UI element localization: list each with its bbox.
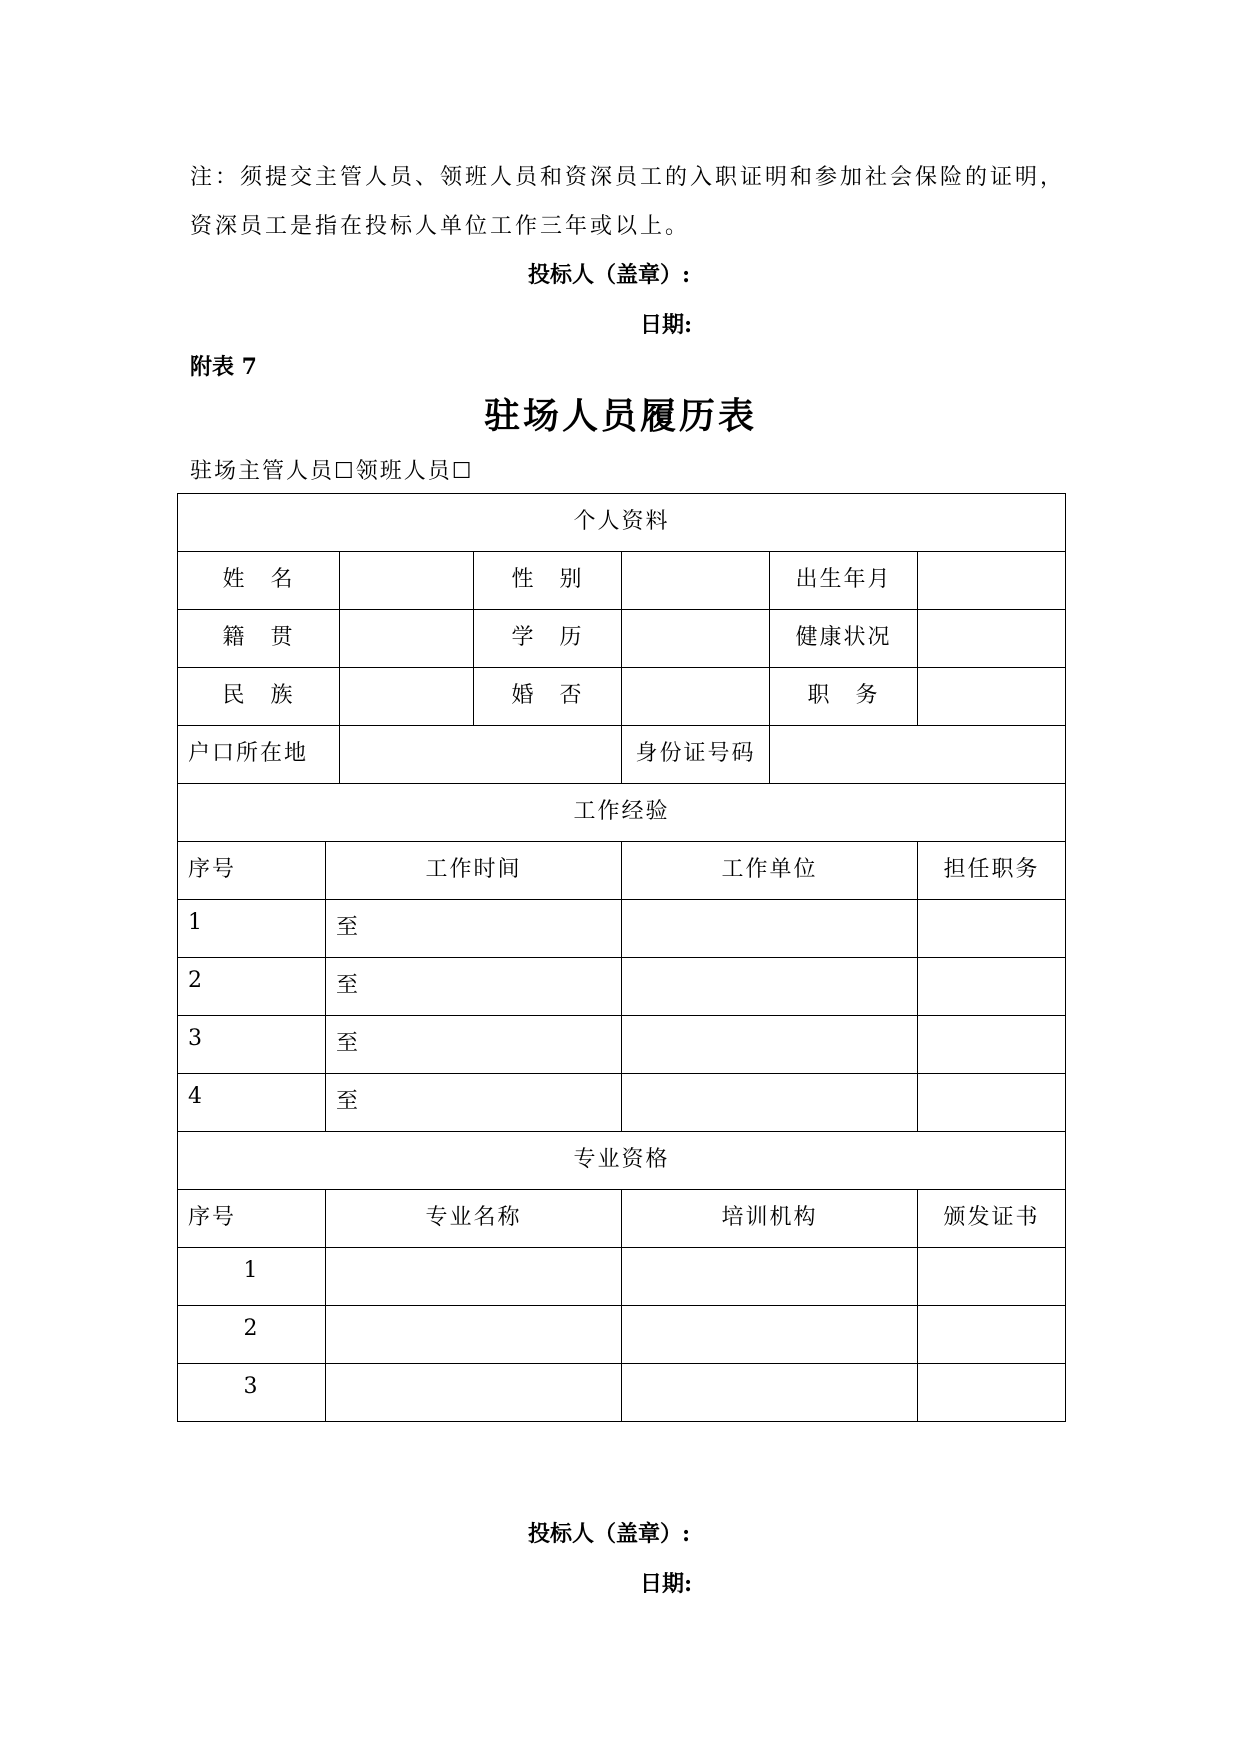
health-field[interactable]: [918, 610, 1066, 668]
qualification-header: 专业资格: [178, 1132, 1066, 1190]
table-row: [178, 1306, 1066, 1364]
qual-institution-field[interactable]: [622, 1364, 918, 1422]
work-row-no: 4: [178, 1074, 326, 1132]
position-label: 职 务: [770, 668, 918, 726]
work-period-field[interactable]: 至: [326, 900, 622, 958]
work-employer-field[interactable]: [622, 1016, 918, 1074]
id-number-label: 身份证号码: [622, 726, 770, 784]
work-col-employer: 工作单位: [622, 842, 918, 900]
work-experience-header: 工作经验: [178, 784, 1066, 842]
ethnicity-field[interactable]: [340, 668, 474, 726]
health-label: 健康状况: [770, 610, 918, 668]
work-role-field[interactable]: [918, 900, 1066, 958]
work-employer-field[interactable]: [622, 958, 918, 1016]
qual-certificate-field[interactable]: [918, 1364, 1066, 1422]
bidder-seal-label-bottom: 投标人（盖章）:: [528, 1521, 691, 1547]
page-title: 驻场人员履历表: [483, 395, 757, 437]
education-field[interactable]: [622, 610, 770, 668]
table-row: [178, 900, 1066, 958]
qual-certificate-field[interactable]: [918, 1248, 1066, 1306]
work-col-role: 担任职务: [918, 842, 1066, 900]
qual-institution-field[interactable]: [622, 1248, 918, 1306]
role-checkbox-line: 驻场主管人员☐领班人员☐: [190, 459, 474, 484]
native-place-label: 籍 贯: [178, 610, 340, 668]
table-row: [178, 958, 1066, 1016]
work-employer-field[interactable]: [622, 1074, 918, 1132]
table-row: [178, 1074, 1066, 1132]
work-role-field[interactable]: [918, 1074, 1066, 1132]
qual-col-certificate: 颁发证书: [918, 1190, 1066, 1248]
work-period-field[interactable]: 至: [326, 1074, 622, 1132]
work-period-field[interactable]: 至: [326, 1016, 622, 1074]
hukou-field[interactable]: [340, 726, 622, 784]
native-place-field[interactable]: [340, 610, 474, 668]
birth-field[interactable]: [918, 552, 1066, 610]
qual-row-no: 3: [178, 1364, 326, 1422]
qual-row-no: 2: [178, 1306, 326, 1364]
appendix-label: 附表 7: [190, 354, 257, 380]
table-row: [178, 1364, 1066, 1422]
personal-info-header: 个人资料: [178, 494, 1066, 552]
qual-col-institution: 培训机构: [622, 1190, 918, 1248]
note-line-2: 资深员工是指在投标人单位工作三年或以上。: [190, 214, 691, 239]
work-period-field[interactable]: 至: [326, 958, 622, 1016]
qual-col-major: 专业名称: [326, 1190, 622, 1248]
qual-row-no: 1: [178, 1248, 326, 1306]
marital-label: 婚 否: [474, 668, 622, 726]
work-role-field[interactable]: [918, 958, 1066, 1016]
work-employer-field[interactable]: [622, 900, 918, 958]
work-row-no: 2: [178, 958, 326, 1016]
work-row-no: 1: [178, 900, 326, 958]
date-label-bottom: 日期:: [640, 1571, 693, 1597]
hukou-label: 户口所在地: [178, 726, 340, 784]
qual-col-no: 序号: [178, 1190, 326, 1248]
table-row: [178, 1248, 1066, 1306]
position-field[interactable]: [918, 668, 1066, 726]
qual-certificate-field[interactable]: [918, 1306, 1066, 1364]
ethnicity-label: 民 族: [178, 668, 340, 726]
education-label: 学 历: [474, 610, 622, 668]
work-role-field[interactable]: [918, 1016, 1066, 1074]
name-label: 姓 名: [178, 552, 340, 610]
work-col-period: 工作时间: [326, 842, 622, 900]
name-field[interactable]: [340, 552, 474, 610]
gender-label: 性 别: [474, 552, 622, 610]
id-number-field[interactable]: [770, 726, 1066, 784]
table-row: [178, 1016, 1066, 1074]
gender-field[interactable]: [622, 552, 770, 610]
bidder-seal-label-top: 投标人（盖章）:: [528, 262, 691, 288]
qual-institution-field[interactable]: [622, 1306, 918, 1364]
date-label-top: 日期:: [640, 312, 693, 338]
qual-major-field[interactable]: [326, 1248, 622, 1306]
qual-major-field[interactable]: [326, 1364, 622, 1422]
note-line-1: 注：须提交主管人员、领班人员和资深员工的入职证明和参加社会保险的证明，: [190, 165, 1066, 190]
marital-field[interactable]: [622, 668, 770, 726]
resume-form-table: [177, 493, 1066, 1422]
qual-major-field[interactable]: [326, 1306, 622, 1364]
work-row-no: 3: [178, 1016, 326, 1074]
birth-label: 出生年月: [770, 552, 918, 610]
work-col-no: 序号: [178, 842, 326, 900]
